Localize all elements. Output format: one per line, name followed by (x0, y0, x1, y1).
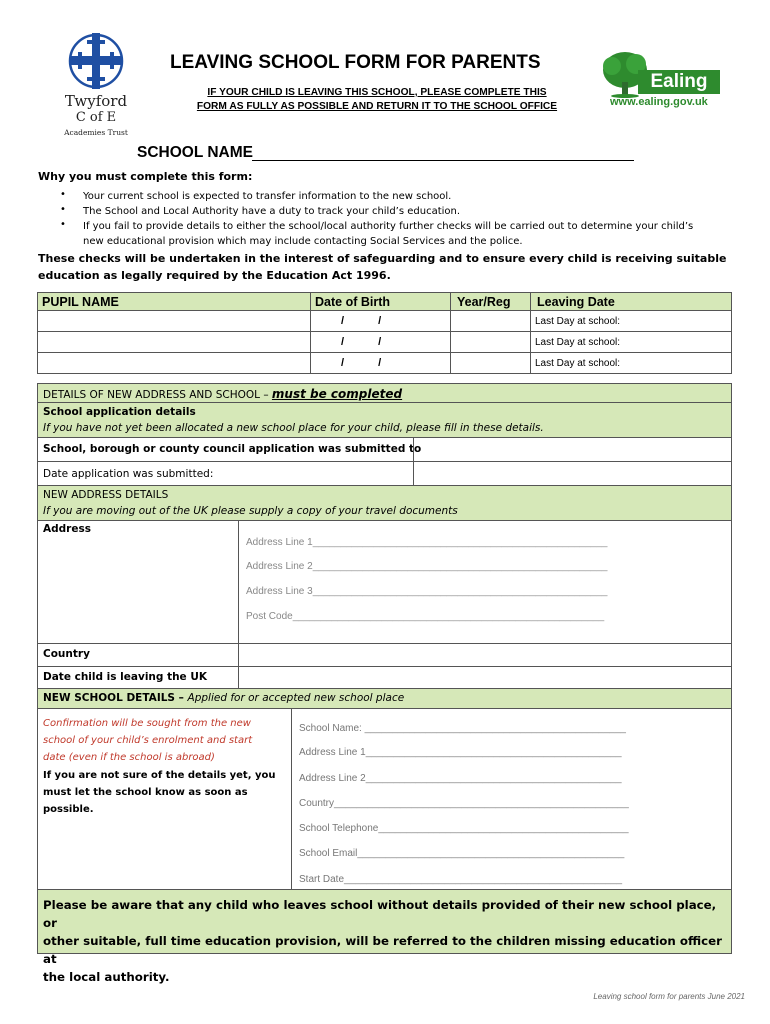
new-address-note: If you are moving out of the UK please supply a copy of your travel documents (43, 505, 458, 517)
confirmation-line-2: school of your child’s enrolment and start (43, 735, 253, 746)
ealing-logo (600, 50, 722, 112)
address-label: Address (43, 523, 91, 535)
form-subtitle (162, 86, 592, 114)
date-submitted-row (37, 462, 732, 486)
last-day-cell[interactable]: Last Day at school: (531, 353, 732, 374)
safeguarding-line-1: These checks will be undertaken in the interest of safeguarding and to ensure every child is receiving suitable (38, 252, 727, 265)
header-dob: Date of Birth (311, 293, 451, 311)
details-heading (43, 387, 402, 401)
pupil-table-header (38, 293, 732, 311)
country-row (37, 644, 732, 667)
subtitle-line-2: FORM AS FULLY AS POSSIBLE AND RETURN IT TO THE SCHOOL OFFICE (196, 101, 558, 112)
cross-icon (67, 30, 125, 92)
new-school-label: NEW SCHOOL DETAILS – (43, 692, 188, 704)
year-reg-cell[interactable] (451, 311, 531, 332)
details-heading-row (37, 383, 732, 403)
bullet-dot: • (60, 219, 66, 230)
logo-text-cofe: C of E (75, 110, 117, 125)
unsure-line-2: must let the school know as soon as (43, 787, 248, 798)
school-address-1-input[interactable]: Address Line 1______________________________________________ (299, 747, 622, 758)
new-school-details-row (37, 709, 732, 890)
pupil-name-cell[interactable] (38, 332, 311, 353)
header-year-reg: Year/Reg (451, 293, 531, 311)
details-heading-text: DETAILS OF NEW ADDRESS AND SCHOOL – (43, 389, 272, 401)
new-school-note: Applied for or accepted new school place (187, 692, 405, 704)
dob-cell[interactable] (311, 332, 451, 353)
dob-slash: / (341, 336, 345, 348)
table-row (38, 353, 732, 374)
bullet-1: Your current school is expected to transfer information to the new school. (83, 191, 452, 202)
logo-text-twyford: Twyford (64, 92, 128, 110)
unsure-line-1: If you are not sure of the details yet, you (43, 770, 276, 781)
council-input[interactable] (414, 438, 731, 461)
divider (291, 709, 292, 889)
bullet-dot: • (60, 189, 66, 200)
ealing-url: www.ealing.gov.uk (610, 96, 708, 108)
school-name-field[interactable] (252, 160, 634, 161)
dob-slash: / (378, 357, 382, 369)
last-day-cell[interactable]: Last Day at school: (531, 332, 732, 353)
unsure-note (43, 767, 283, 818)
logo-text-trust: Academies Trust (64, 128, 128, 137)
post-code-field[interactable]: Post Code________________________________________________________ (246, 611, 605, 622)
twyford-logo (56, 30, 136, 145)
warning-row (37, 890, 732, 984)
country-input[interactable] (239, 644, 731, 666)
table-row (38, 332, 732, 353)
why-heading: Why you must complete this form: (38, 170, 253, 183)
table-row (38, 311, 732, 332)
year-reg-cell[interactable] (451, 332, 531, 353)
form-title: LEAVING SCHOOL FORM FOR PARENTS (170, 52, 541, 73)
school-telephone-input[interactable]: School Telephone_____________________________________________ (299, 823, 629, 834)
date-submitted-label: Date application was submitted: (43, 468, 214, 480)
address-line-1-field[interactable]: Address Line 1_____________________________________________________ (246, 537, 608, 548)
council-label: School, borough or county council application was submitted to (43, 443, 422, 455)
pupil-table (37, 292, 732, 374)
bullet-3-cont: new educational provision which may include contacting Social Services and the police. (83, 236, 523, 247)
confirmation-line-3: date (even if the school is abroad) (43, 752, 215, 763)
school-app-row (37, 403, 732, 438)
school-app-label: School application details (43, 406, 196, 418)
bullet-dot: • (60, 204, 66, 215)
dob-slash: / (341, 315, 345, 327)
school-address-2-input[interactable]: Address Line 2______________________________________________ (299, 773, 622, 784)
council-row (37, 438, 732, 462)
divider (238, 521, 239, 643)
last-day-cell[interactable]: Last Day at school: (531, 311, 732, 332)
dob-cell[interactable] (311, 311, 451, 332)
unsure-line-3: possible. (43, 804, 94, 815)
school-app-note: If you have not yet been allocated a new school place for your child, please fill in these details. (43, 422, 544, 434)
missing-education-warning (43, 896, 728, 986)
date-leaving-uk-input[interactable] (239, 667, 731, 688)
country-label: Country (43, 648, 90, 660)
address-row (37, 521, 732, 644)
header-pupil-name: PUPIL NAME (38, 293, 311, 311)
bullet-2: The School and Local Authority have a duty to track your child’s education. (83, 206, 461, 217)
new-school-heading-row (37, 689, 732, 709)
safeguarding-notice (38, 250, 738, 284)
pupil-name-cell[interactable] (38, 353, 311, 374)
details-heading-emphasis: must be completed (271, 387, 403, 401)
pupil-name-cell[interactable] (38, 311, 311, 332)
bullet-3: If you fail to provide details to either the school/local authority further checks will be carried out to determine your child’s (83, 221, 694, 232)
new-school-heading (43, 692, 404, 704)
warning-line-3: the local authority. (43, 970, 170, 984)
school-name-label: SCHOOL NAME (137, 144, 253, 161)
dob-slash: / (341, 357, 345, 369)
new-address-heading-row (37, 486, 732, 521)
confirmation-line-1: Confirmation will be sought from the new (43, 718, 251, 729)
dob-slash: / (378, 315, 382, 327)
warning-line-1: Please be aware that any child who leaves school without details provided of their new school place, or (43, 898, 717, 930)
confirmation-note (43, 715, 283, 766)
warning-line-2: other suitable, full time education provision, will be referred to the children missing education officer at (43, 934, 722, 966)
address-line-3-field[interactable]: Address Line 3_____________________________________________________ (246, 586, 608, 597)
safeguarding-line-2: education as legally required by the Education Act 1996. (38, 269, 391, 282)
school-name-input[interactable]: School Name: _______________________________________________ (299, 723, 626, 734)
school-country-input[interactable]: Country_____________________________________________________ (299, 798, 629, 809)
start-date-input[interactable]: Start Date__________________________________________________ (299, 874, 623, 885)
date-leaving-uk-row (37, 667, 732, 689)
dob-cell[interactable] (311, 353, 451, 374)
address-line-2-field[interactable]: Address Line 2_____________________________________________________ (246, 561, 608, 572)
date-submitted-input[interactable] (414, 462, 731, 485)
date-leaving-uk-label: Date child is leaving the UK (43, 671, 208, 683)
new-address-label: NEW ADDRESS DETAILS (43, 489, 169, 501)
ealing-name: Ealing (638, 70, 720, 94)
dob-slash: / (378, 336, 382, 348)
header-leaving-date: Leaving Date (531, 293, 732, 311)
subtitle-line-1: IF YOUR CHILD IS LEAVING THIS SCHOOL, PLEASE COMPLETE THIS (207, 87, 547, 98)
footer-text: Leaving school form for parents June 2021 (593, 992, 745, 1001)
school-email-input[interactable]: School Email________________________________________________ (299, 848, 625, 859)
year-reg-cell[interactable] (451, 353, 531, 374)
